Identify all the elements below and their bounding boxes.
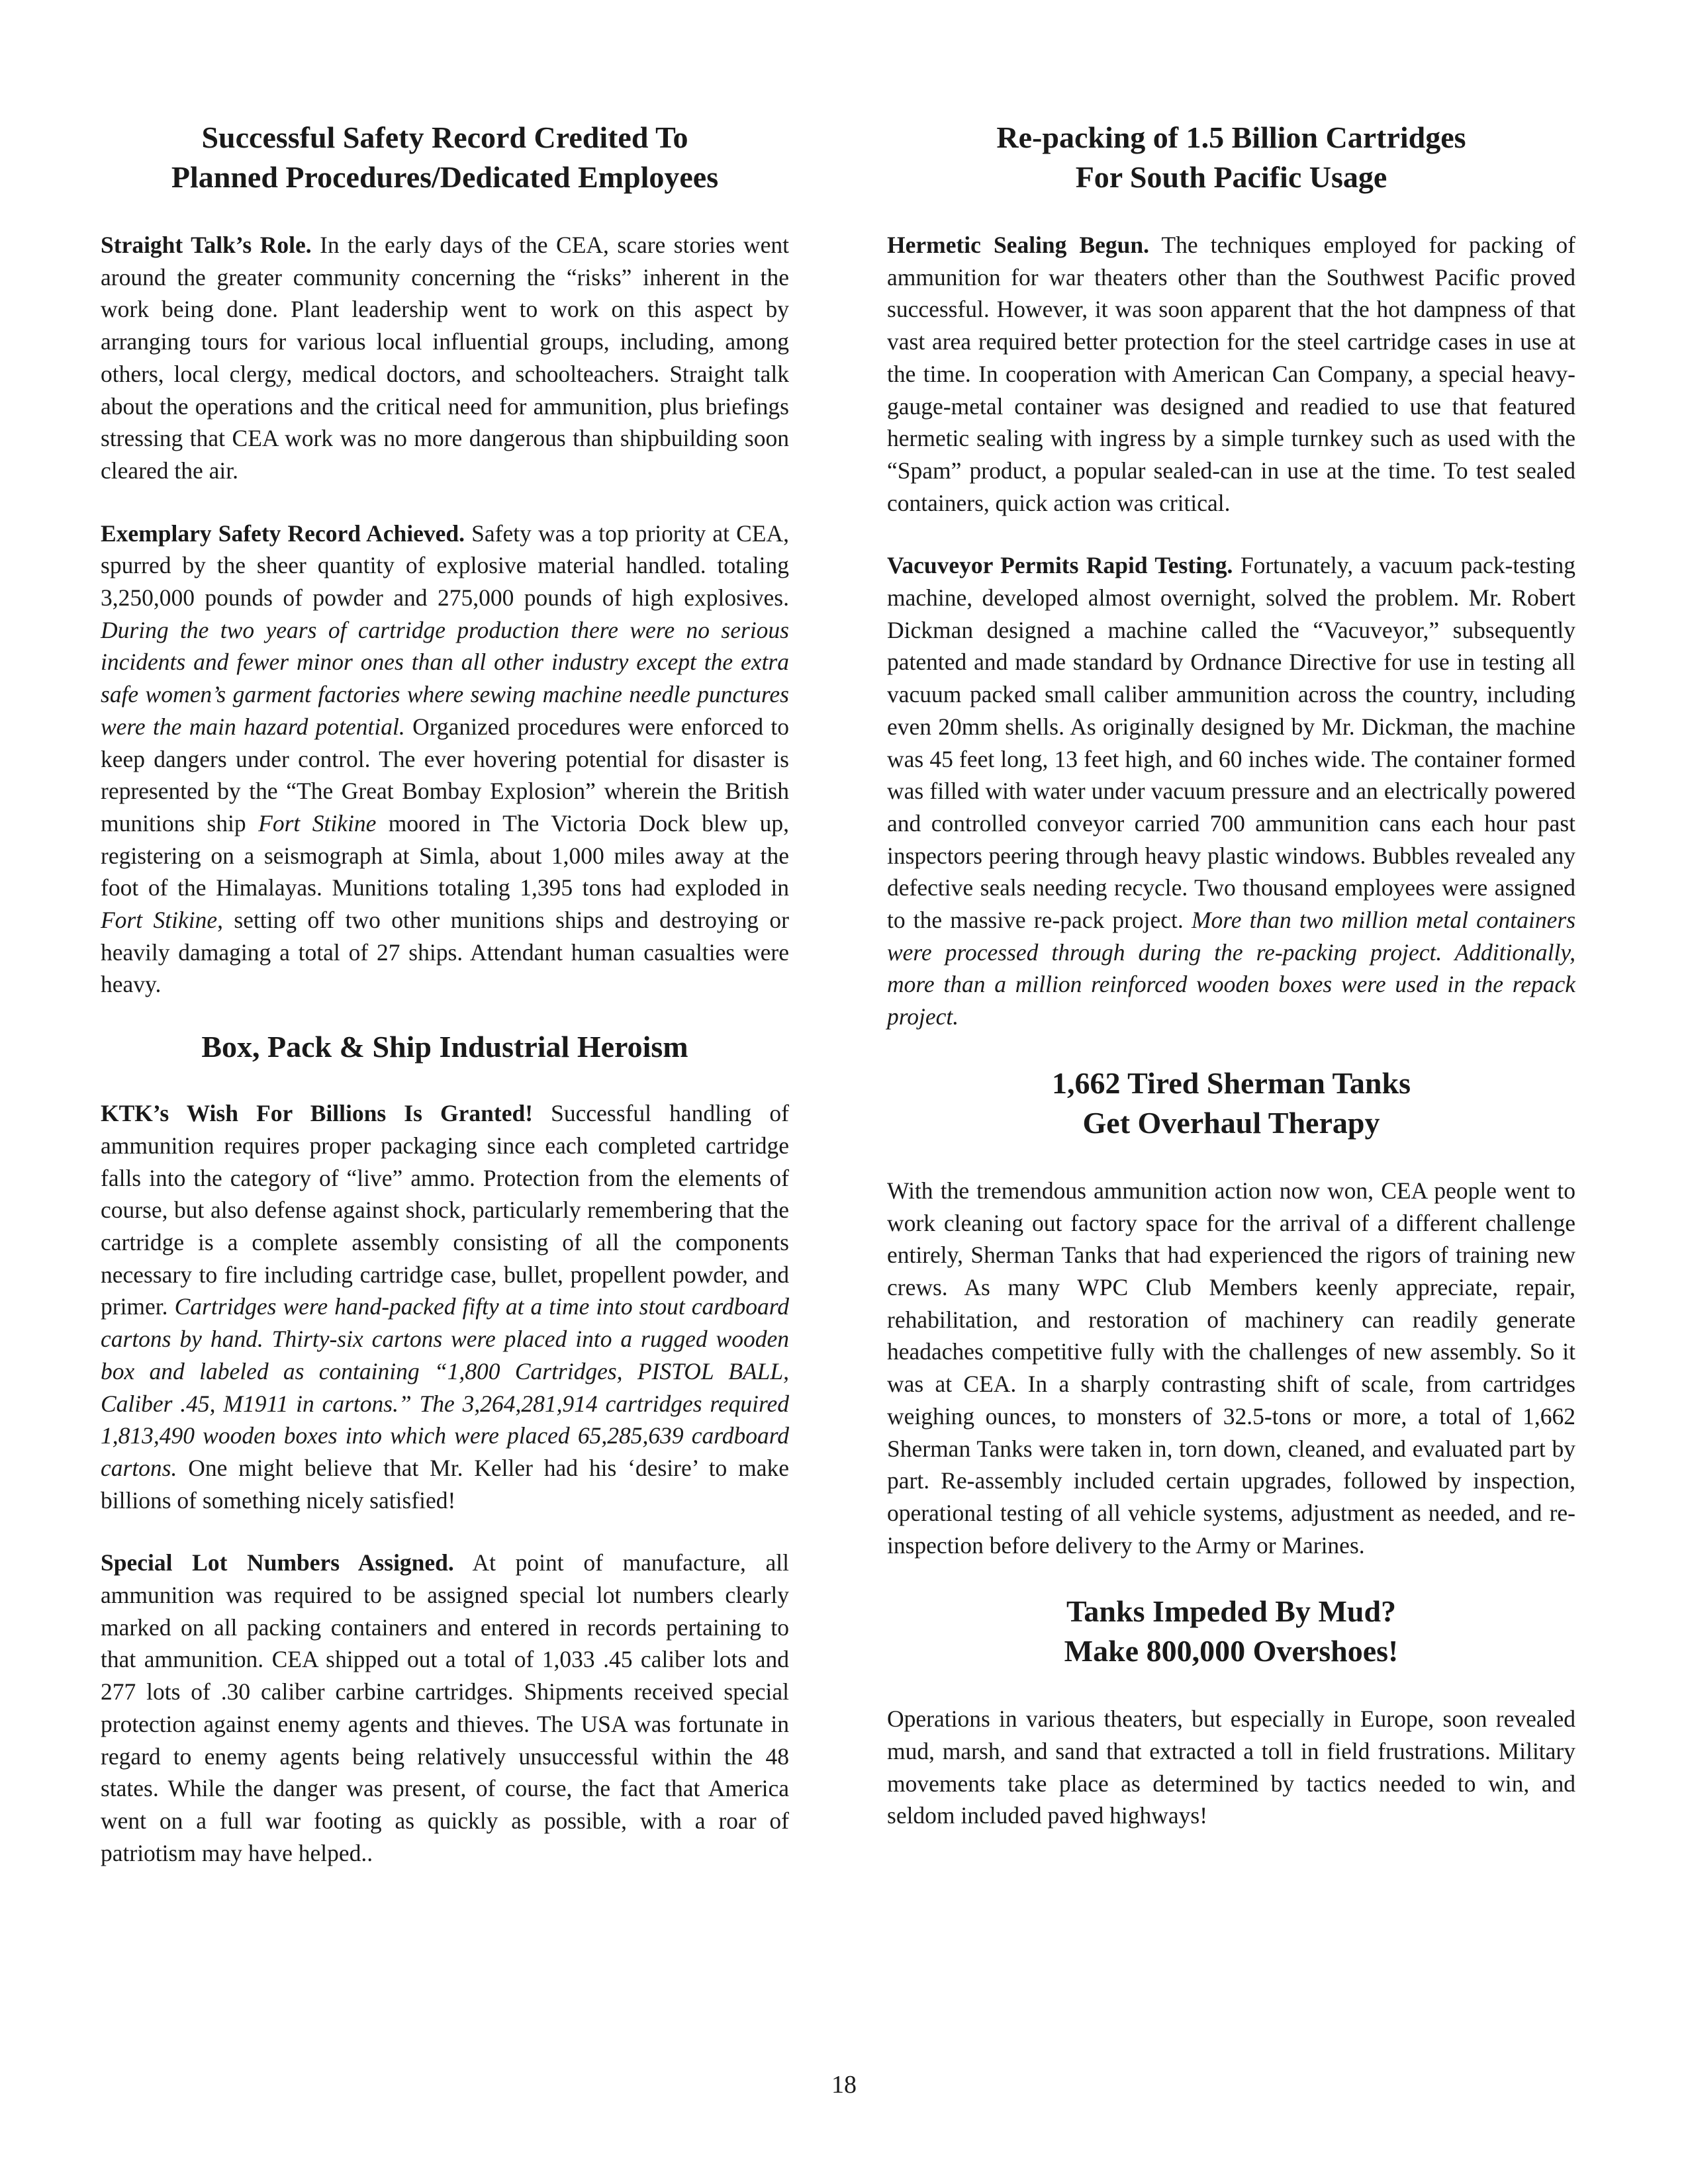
- section-heading-box-pack-ship: [101, 1027, 789, 1067]
- section-heading-sherman-tanks: [887, 1064, 1575, 1143]
- run-in-title: Special Lot Numbers Assigned.: [101, 1549, 454, 1576]
- run-in-title: Vacuveyor Permits Rapid Testing.: [887, 552, 1233, 579]
- paragraph-text: At point of manufacture, all ammunition was required to be assigned special lot numbers clearly marked on all packing containers and entered in records pertaining to that ammunition. CEA shipped out a total of 1,033 .45 caliber lots and 277 lots of .30 caliber carbine cartridges. Shipments received special protection against enemy agents and thieves. The USA was fortunate in regard to enemy agents being relatively unsuccessful within the 48 states. While the danger was present, of course, the fact that America went on a full war footing as quickly as possible, with a roar of patriotism may have helped..: [101, 1549, 789, 1866]
- ship-name: Fort Stikine: [101, 907, 218, 934]
- paragraph-straight-talk: [101, 229, 789, 487]
- paragraph-text: In the early days of the CEA, scare stories went around the greater community concerning the “risks” inherent in the work being done. Plant leadership went to work on this aspect by arranging tours for various local influential groups, including, among others, local clergy, medical doctors, and schoolteachers. Straight talk about the operations and the critical need for ammunition, plus briefings stressing that CEA work was no more dangerous than shipbuilding soon cleared the air.: [101, 232, 789, 484]
- section-heading-overshoes: [887, 1592, 1575, 1671]
- paragraph-text: , setting off two other munitions ships and destroying or heavily damaging a total of 27 ships. Attendant human casualties were heavy.: [101, 907, 789, 998]
- paragraph-safety-record: [101, 518, 789, 1001]
- paragraph-mud-operations: [887, 1703, 1575, 1832]
- heading-line: 1,662 Tired Sherman Tanks: [1052, 1066, 1411, 1100]
- paragraph-lot-numbers: [101, 1547, 789, 1869]
- paragraph-ktk-wish: [101, 1097, 789, 1516]
- run-in-title: Exemplary Safety Record Achieved.: [101, 520, 465, 547]
- heading-line: Tanks Impeded By Mud?: [1066, 1594, 1397, 1629]
- paragraph-sherman-overhaul: [887, 1175, 1575, 1561]
- heading-line: Re-packing of 1.5 Billion Cartridges: [996, 120, 1466, 154]
- left-column: [101, 118, 789, 1869]
- heading-line: For South Pacific Usage: [1075, 160, 1387, 194]
- italic-text: More than two million metal containers were processed through during the re-packing project. Additionally, more than a million reinforced wooden boxes were used in the repack project.: [887, 907, 1576, 1030]
- ship-name: Fort Stikine: [258, 809, 377, 837]
- paragraph-text: One might believe that Mr. Keller had his ‘desire’ to make billions of something nicely satisfied!: [101, 1454, 790, 1514]
- paragraph-text: moored in The Victoria Dock blew up, registering on a seismograph at Simla, about 1,000 miles away at the foot of the Himalayas. Munitions totaling 1,395 tons had exploded in: [101, 809, 790, 901]
- paragraph-text: The techniques employed for packing of ammunition for war theaters other than the Southwest Pacific proved successful. However, it was soon apparent that the hot dampness of that vast area required better protection for the steel cartridge cases in use at the time. In cooperation with American Can Company, a special heavy-gauge-metal container was designed and readied to use that featured hermetic sealing with ingress by a simple turnkey such as used with the “Spam” product, a popular sealed-can in use at the time. To test sealed containers, quick action was critical.: [887, 232, 1575, 516]
- section-heading-repacking: [887, 118, 1575, 197]
- run-in-title: KTK’s Wish For Billions Is Granted!: [101, 1100, 534, 1127]
- run-in-title: Hermetic Sealing Begun.: [887, 232, 1150, 258]
- paragraph-vacuveyor: [887, 549, 1575, 1033]
- italic-text: Cartridges were hand-packed fifty at a time into stout cardboard cartons by hand. Thirty-six cartons were placed into a rugged wooden box and labeled as containing “1,800 Cartridges, PISTOL BALL, Caliber .45, M1911 in cartons.” The 3,264,281,914 cartridges required 1,813,490 wooden boxes into which were placed 65,285,639 cardboard cartons.: [101, 1293, 790, 1481]
- paragraph-text: Successful handling of ammunition requires proper packaging since each completed cartridge falls into the category of “live” ammo. Protection from the elements of course, but also defense against shock, particularly remembering that the cartridge is a complete assembly consisting of all the components necessary to fire including cartridge case, bullet, propellent powder, and primer.: [101, 1100, 789, 1320]
- paragraph-text: Safety was a top priority at CEA, spurred by the sheer quantity of explosive material handled. totaling 3,250,000 pounds of powder and 275,000 pounds of high explosives.: [101, 520, 789, 612]
- italic-text: During the two years of cartridge production there were no serious incidents and fewer minor ones than all other industry except the extra safe women’s garment factories where sewing machine needle punctures were the main hazard potential.: [101, 616, 789, 740]
- heading-line: Box, Pack & Ship Industrial Heroism: [201, 1030, 688, 1064]
- heading-line: Get Overhaul Therapy: [1082, 1105, 1380, 1140]
- paragraph-text: Organized procedures were enforced to keep dangers under control. The ever hovering potential for disaster is represented by the “The Great Bombay Explosion” wherein the British munitions ship: [101, 713, 790, 837]
- heading-line: Successful Safety Record Credited To: [201, 120, 688, 154]
- paragraph-hermetic-sealing: [887, 229, 1575, 519]
- heading-line: Make 800,000 Overshoes!: [1064, 1634, 1399, 1668]
- run-in-title: Straight Talk’s Role.: [101, 232, 312, 258]
- heading-line: Planned Procedures/Dedicated Employees: [171, 160, 719, 194]
- section-heading-safety-record: [101, 118, 789, 197]
- right-column: [887, 118, 1575, 1832]
- paragraph-text: Fortunately, a vacuum pack-testing machine, developed almost overnight, solved the problem. Mr. Robert Dickman designed a machine called the “Vacuveyor,” subsequently patented and made standard by Ordnance Directive for use in testing all vacuum packed small caliber ammunition across the country, including even 20mm shells. As originally designed by Mr. Dickman, the machine was 45 feet long, 13 feet high, and 60 inches wide. The container formed was filled with water under vacuum pressure and an electrically powered and controlled conveyor carried 700 ammunition cans each hour past inspectors peering through heavy plastic windows. Bubbles revealed any defective seals needing recycle. Two thousand employees were assigned to the massive re-pack project.: [887, 552, 1575, 934]
- paragraph-text: Operations in various theaters, but especially in Europe, soon revealed mud, marsh, and sand that extracted a toll in field frustrations. Military movements take place as determined by tactics needed to win, and seldom included paved highways!: [887, 1706, 1575, 1829]
- page-number: 18: [831, 2071, 857, 2099]
- paragraph-text: With the tremendous ammunition action now won, CEA people went to work cleaning out factory space for the arrival of a different challenge entirely, Sherman Tanks that had experienced the rigors of training new crews. As many WPC Club Members keenly appreciate, repair, rehabilitation, and restoration of machinery can readily generate headaches competitive fully with the challenges of new assembly. So it was at CEA. In a sharply contrasting shift of scale, from cartridges weighing ounces, to monsters of 32.5-tons or more, a total of 1,662 Sherman Tanks were taken in, torn down, cleaned, and evaluated part by part. Re-assembly included certain upgrades, followed by inspection, operational testing of all vehicle systems, adjustment as needed, and re-inspection before delivery to the Army or Marines.: [887, 1177, 1575, 1559]
